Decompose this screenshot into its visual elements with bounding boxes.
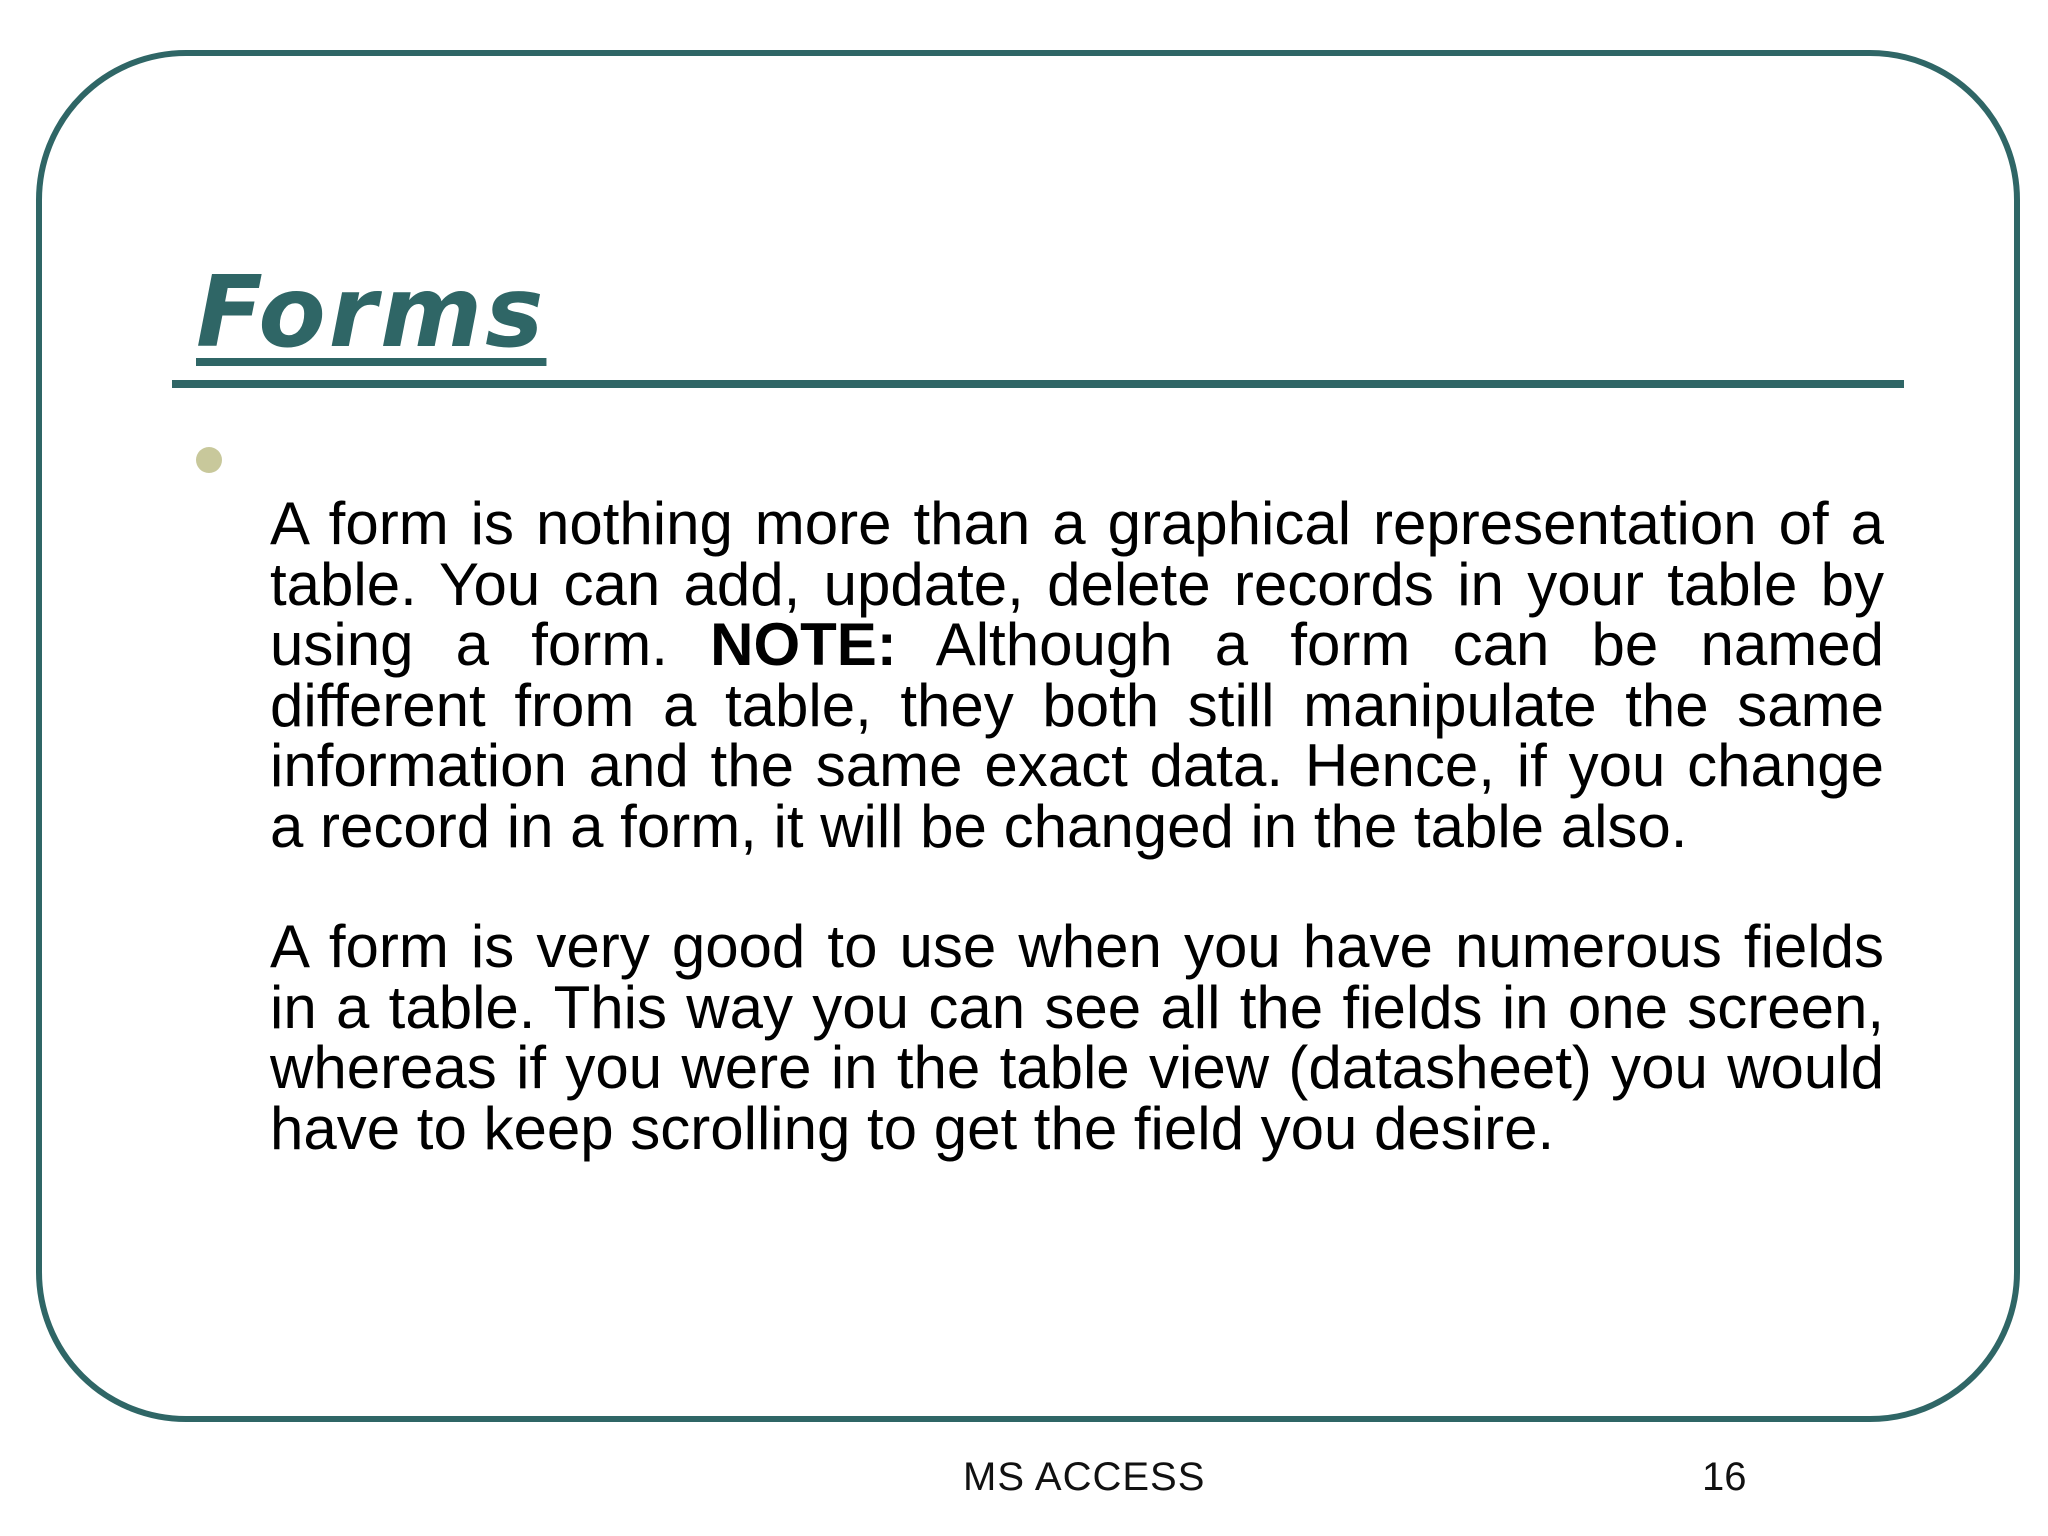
body-paragraph-1 [270,490,1884,860]
paragraph-1-note-text: Although a form can be named different from a table, they both still manipulate the same information and the same exact data. Hence, if you change a record in a form, it will be changed in the table also. [270,611,1884,860]
slide-body [270,490,1884,1162]
paragraph-1-intro: A form is nothing more than a graphical representation of a table. You can add, update, delete records in your table by using a form. [270,490,1884,678]
page-number: 16 [1702,1455,1747,1499]
title-divider [172,380,1904,388]
note-label: NOTE: [710,611,897,678]
slide-title: Forms [196,256,547,370]
body-paragraph-2: A form is very good to use when you have numerous fields in a table. This way you can see all the fields in one screen, whereas if you were in the table view (datasheet) you would have to keep scrolling to get the field you desire. [270,913,1884,1162]
footer-label: MS ACCESS [963,1455,1206,1499]
bullet-icon [196,447,222,473]
